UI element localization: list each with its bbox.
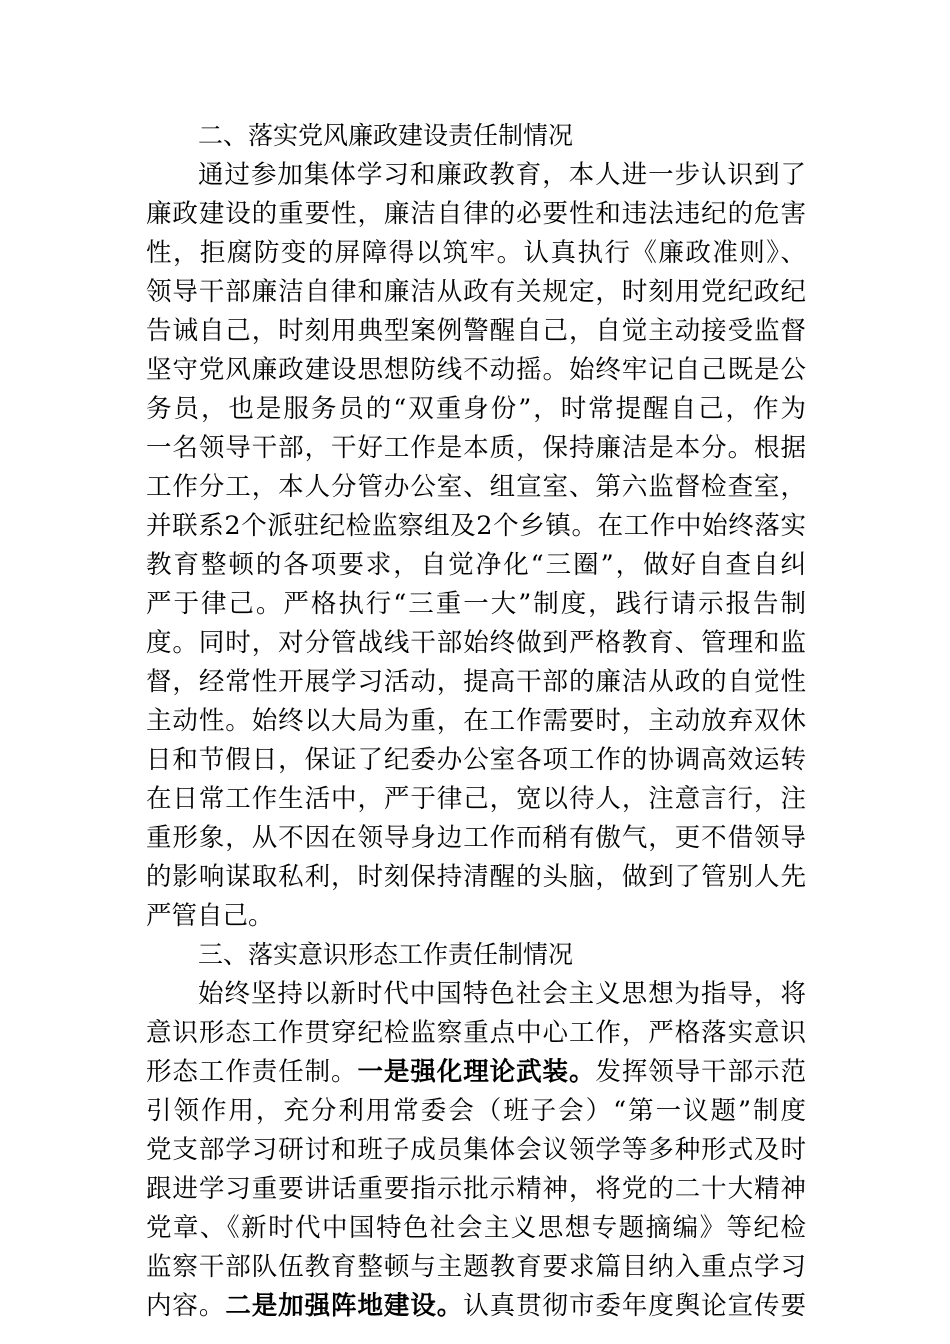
paragraph-line: 严于律己。严格执行“三重一大”制度，践行请示报告制 [146,589,806,619]
paragraph-text: 内容。 [146,1291,226,1321]
paragraph-line: 跟进学习重要讲话重要指示批示精神，将党的二十大精神 [146,1174,806,1204]
paragraph-line: 廉政建设的重要性，廉洁自律的必要性和违法违纪的危害 [146,199,806,229]
paragraph-line: 告诫自己，时刻用典型案例警醒自己，自觉主动接受监督 [146,316,806,346]
section-heading-2: 二、落实党风廉政建设责任制情况 [198,121,574,150]
paragraph-line: 在日常工作生活中，严于律己，宽以待人，注意言行，注 [146,784,806,814]
paragraph-line: 意识形态工作贯穿纪检监察重点中心工作，严格落实意识 [146,1018,806,1048]
paragraph-text: 形态工作责任制。 [146,1057,358,1087]
bold-lead-phrase: 一是强化理论武装。 [357,1057,596,1087]
paragraph-line: 的影响谋取私利，时刻保持清醒的头脑，做到了管别人先 [146,862,806,892]
paragraph-line: 领导干部廉洁自律和廉洁从政有关规定，时刻用党纪政纪 [146,277,806,307]
paragraph-text: 认真贯彻市委年度舆论宣传要 [463,1291,806,1321]
paragraph-line: 主动性。始终以大局为重，在工作需要时，主动放弃双休 [146,706,806,736]
paragraph-line: 性，拒腐防变的屏障得以筑牢。认真执行《廉政准则》、 [146,238,806,268]
paragraph-line: 监察干部队伍教育整顿与主题教育要求篇目纳入重点学习 [146,1252,806,1282]
section-heading-3: 三、落实意识形态工作责任制情况 [198,940,574,969]
paragraph-line: 督，经常性开展学习活动，提高干部的廉洁从政的自觉性 [146,667,806,697]
paragraph-line: 坚守党风廉政建设思想防线不动摇。始终牢记自己既是公 [146,355,806,385]
paragraph-text: 发挥领导干部示范 [595,1057,806,1087]
paragraph-line: 通过参加集体学习和廉政教育，本人进一步认识到了 [198,160,806,190]
paragraph-line: 务员，也是服务员的“双重身份”，时常提醒自己，作为 [146,394,806,424]
paragraph-line: 党章、《新时代中国特色社会主义思想专题摘编》等纪检 [146,1213,806,1243]
paragraph-line: 并联系2个派驻纪检监察组及2个乡镇。在工作中始终落实 [146,511,806,541]
paragraph-line: 教育整顿的各项要求，自觉净化“三圈”，做好自查自纠 [146,550,806,580]
paragraph-line: 度。同时，对分管战线干部始终做到严格教育、管理和监 [146,628,806,658]
paragraph-line: 始终坚持以新时代中国特色社会主义思想为指导，将 [198,979,806,1009]
paragraph-line: 工作分工，本人分管办公室、组宣室、第六监督检查室， [146,472,806,502]
paragraph-line: 党支部学习研讨和班子成员集体会议领学等多种形式及时 [146,1135,806,1165]
paragraph-line: 严管自己。 [146,901,274,931]
paragraph-line [146,1052,806,1092]
paragraph-line [146,1286,806,1326]
paragraph-line: 日和节假日，保证了纪委办公室各项工作的协调高效运转 [146,745,806,775]
paragraph-line: 引领作用，充分利用常委会（班子会）“第一议题”制度 [146,1096,806,1126]
paragraph-line: 重形象，从不因在领导身边工作而稍有傲气，更不借领导 [146,823,806,853]
paragraph-line: 一名领导干部，干好工作是本质，保持廉洁是本分。根据 [146,433,806,463]
bold-lead-phrase: 二是加强阵地建设。 [225,1291,464,1321]
